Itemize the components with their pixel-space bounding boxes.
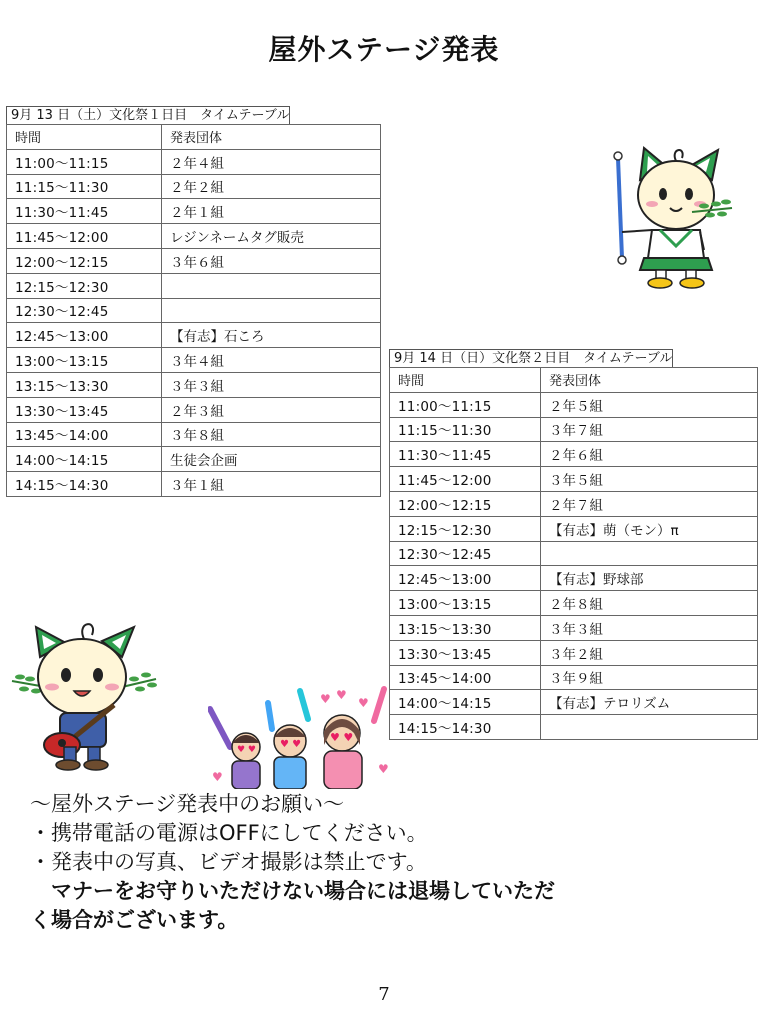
performing-group: 【有志】野球部 [541, 566, 758, 591]
table-row [7, 397, 381, 422]
time-slot: 11:30〜11:45 [390, 442, 541, 467]
performing-group: ２年５組 [541, 392, 758, 417]
time-slot: 12:15〜12:30 [7, 273, 162, 298]
time-slot: 13:00〜13:15 [7, 348, 162, 373]
performing-group: ３年３組 [541, 615, 758, 640]
table-row [390, 467, 758, 492]
performing-group: ３年６組 [162, 248, 381, 273]
performing-group: ２年２組 [162, 174, 381, 199]
notice-line-phone: ・携帯電話の電源はOFFにしてください。 [30, 821, 428, 845]
notice-block [30, 790, 750, 935]
table-row [390, 615, 758, 640]
performing-group: ２年６組 [541, 442, 758, 467]
table-row [7, 422, 381, 447]
table-row [7, 348, 381, 373]
table-row [7, 298, 381, 323]
table-row [390, 417, 758, 442]
table-row [7, 447, 381, 472]
table-row [390, 715, 758, 740]
table-row [390, 591, 758, 616]
table-row [7, 248, 381, 273]
performing-group: 【有志】石ころ [162, 323, 381, 348]
time-slot: 12:45〜13:00 [7, 323, 162, 348]
performing-group: ３年１組 [162, 472, 381, 497]
mascot-guitar-illustration [10, 615, 160, 775]
performing-group: ３年８組 [162, 422, 381, 447]
performing-group: ３年４組 [162, 348, 381, 373]
day1-timetable [6, 104, 381, 497]
svg-text:♥: ♥ [358, 696, 369, 710]
cheering-fans-illustration [208, 685, 398, 789]
table-row [7, 199, 381, 224]
table-row [7, 273, 381, 298]
performing-group: ３年５組 [541, 467, 758, 492]
svg-text:♥ ♥: ♥ ♥ [330, 731, 354, 744]
table-row [390, 442, 758, 467]
time-slot: 11:45〜12:00 [7, 224, 162, 249]
table-row [7, 472, 381, 497]
svg-text:♥: ♥ [378, 762, 389, 776]
table-header-row [7, 125, 381, 150]
svg-text:♥ ♥: ♥ ♥ [237, 745, 256, 755]
time-slot: 13:30〜13:45 [390, 640, 541, 665]
performing-group: ３年７組 [541, 417, 758, 442]
time-slot: 13:45〜14:00 [7, 422, 162, 447]
mascot-cheerleader-illustration [600, 140, 740, 290]
svg-text:♥ ♥: ♥ ♥ [280, 739, 302, 750]
time-slot: 11:30〜11:45 [7, 199, 162, 224]
time-slot: 12:30〜12:45 [390, 541, 541, 566]
time-slot: 12:30〜12:45 [7, 298, 162, 323]
notice-heading: 〜屋外ステージ発表中のお願い〜 [30, 792, 345, 816]
day2-caption: 9月 14 日（日）文化祭２日目 タイムテーブル [389, 349, 673, 367]
time-slot: 12:15〜12:30 [390, 516, 541, 541]
day1-table [6, 124, 381, 497]
time-slot: 11:15〜11:30 [7, 174, 162, 199]
table-row [390, 516, 758, 541]
table-row [390, 541, 758, 566]
table-row [7, 174, 381, 199]
performing-group: ３年２組 [541, 640, 758, 665]
time-slot: 12:00〜12:15 [390, 491, 541, 516]
performing-group: ２年８組 [541, 591, 758, 616]
time-slot: 14:00〜14:15 [7, 447, 162, 472]
table-row [390, 392, 758, 417]
svg-text:♥: ♥ [336, 688, 347, 702]
day1-caption: 9月 13 日（土）文化祭１日目 タイムテーブル [6, 106, 290, 124]
performing-group [162, 298, 381, 323]
table-row [390, 665, 758, 690]
notice-line-photo: ・発表中の写真、ビデオ撮影は禁止です。 [30, 850, 427, 874]
performing-group: 生徒会企画 [162, 447, 381, 472]
svg-text:♥: ♥ [320, 692, 331, 706]
performing-group: レジンネームタグ販売 [162, 224, 381, 249]
time-slot: 14:15〜14:30 [390, 715, 541, 740]
header-time: 時間 [390, 368, 541, 393]
table-row [390, 566, 758, 591]
page-title: 屋外ステージ発表 [268, 33, 500, 66]
performing-group [541, 715, 758, 740]
table-row [390, 491, 758, 516]
time-slot: 13:00〜13:15 [390, 591, 541, 616]
performing-group: ２年７組 [541, 491, 758, 516]
performing-group: ２年３組 [162, 397, 381, 422]
table-header-row [390, 368, 758, 393]
performing-group: ２年１組 [162, 199, 381, 224]
time-slot: 11:15〜11:30 [390, 417, 541, 442]
svg-text:♥: ♥ [212, 770, 223, 784]
time-slot: 14:00〜14:15 [390, 690, 541, 715]
time-slot: 11:00〜11:15 [390, 392, 541, 417]
performing-group: 【有志】萌（モン）π [541, 516, 758, 541]
time-slot: 11:00〜11:15 [7, 149, 162, 174]
performing-group: 【有志】テロリズム [541, 690, 758, 715]
performing-group [541, 541, 758, 566]
header-group: 発表団体 [541, 368, 758, 393]
performing-group: ３年９組 [541, 665, 758, 690]
time-slot: 14:15〜14:30 [7, 472, 162, 497]
notice-line-manners-1: マナーをお守りいただけない場合には退場していただ [30, 879, 555, 903]
table-row [7, 224, 381, 249]
header-time: 時間 [7, 125, 162, 150]
table-row [390, 640, 758, 665]
time-slot: 13:45〜14:00 [390, 665, 541, 690]
time-slot: 12:45〜13:00 [390, 566, 541, 591]
time-slot: 12:00〜12:15 [7, 248, 162, 273]
header-group: 発表団体 [162, 125, 381, 150]
time-slot: 13:30〜13:45 [7, 397, 162, 422]
time-slot: 13:15〜13:30 [7, 372, 162, 397]
day2-table [389, 367, 758, 740]
day2-timetable [389, 347, 758, 740]
day2-rows [390, 392, 758, 739]
time-slot: 13:15〜13:30 [390, 615, 541, 640]
table-row [7, 149, 381, 174]
time-slot: 11:45〜12:00 [390, 467, 541, 492]
performing-group: ３年３組 [162, 372, 381, 397]
performing-group [162, 273, 381, 298]
table-row [7, 323, 381, 348]
table-row [390, 690, 758, 715]
performing-group: ２年４組 [162, 149, 381, 174]
page-number: 7 [378, 984, 390, 1005]
day1-rows [7, 149, 381, 496]
table-row [7, 372, 381, 397]
notice-line-manners-2: く場合がございます。 [30, 908, 239, 932]
